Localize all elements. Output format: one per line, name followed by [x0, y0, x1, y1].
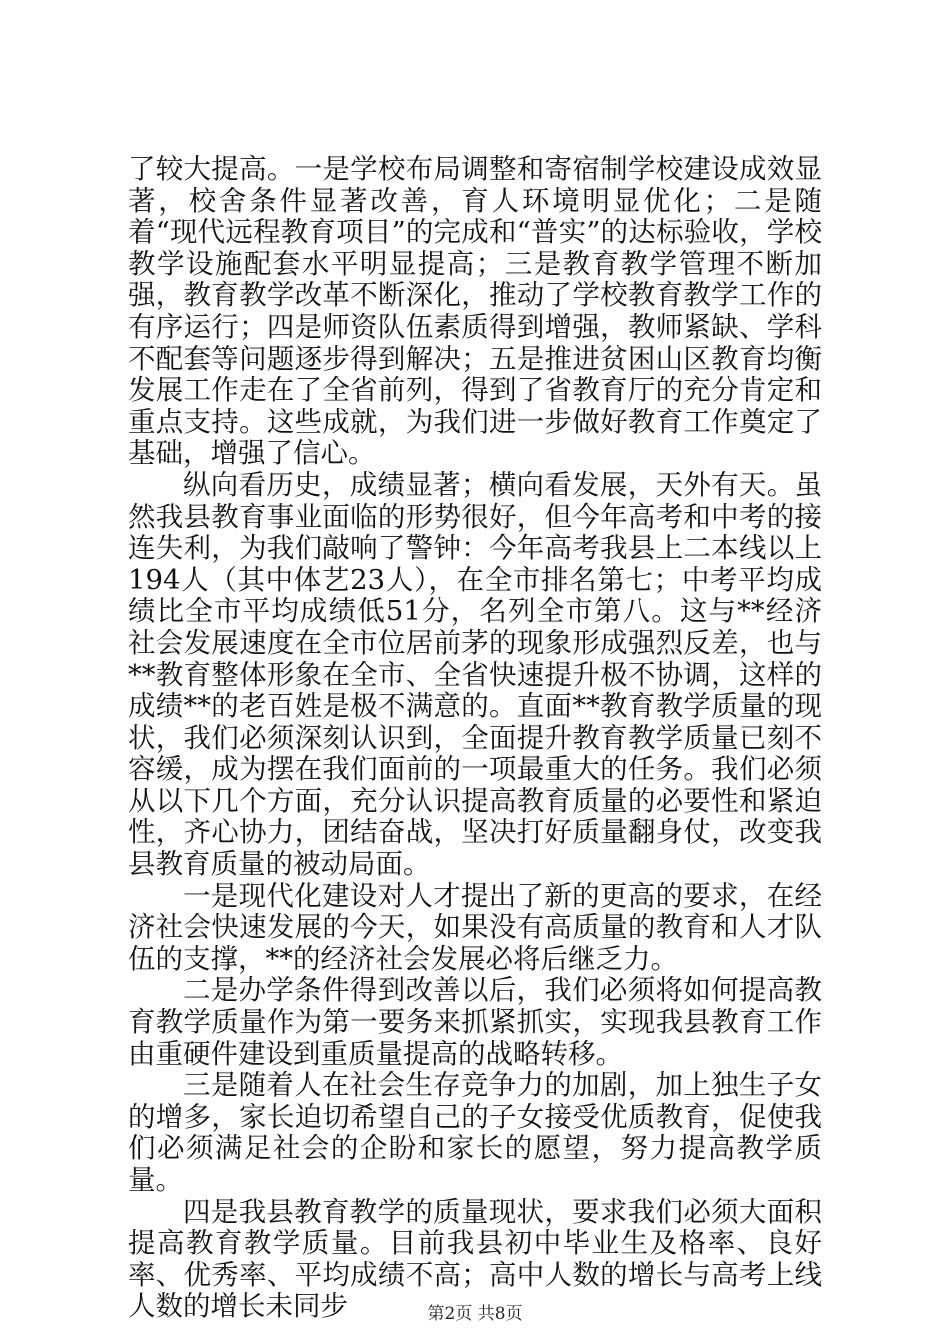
paragraph-5: 三是随着人在社会生存竞争力的加剧，加上独生子女的增多，家长迫切希望自己的子女接受优质教育，促使我们必须满足社会的企盼和家长的愿望，努力提高教学质量。	[128, 1069, 822, 1196]
paragraph-3: 一是现代化建设对人才提出了新的更高的要求，在经济社会快速发展的今天，如果没有高质量的教育和人才队伍的支撑，**的经济社会发展必将后继乏力。	[128, 879, 822, 975]
document-body	[128, 154, 822, 1323]
paragraph-4: 二是办学条件得到改善以后，我们必须将如何提高教育教学质量作为第一要务来抓紧抓实，实现我县教育工作由重硬件建设到重质量提高的战略转移。	[128, 974, 822, 1070]
page-number-footer: 第2页 共8页	[427, 1304, 523, 1324]
paragraph-2: 纵向看历史，成绩显著；横向看发展，天外有天。虽然我县教育事业面临的形势很好，但今年高考和中考的接连失利，为我们敲响了警钟：今年高考我县上二本线以上194人（其中体艺23人），在全市排名第七；中考平均成绩比全市平均成绩低51分，名列全市第八。这与**经济社会发展速度在全市位居前茅的现象形成强烈反差，也与**教育整体形象在全市、全省快速提升极不协调，这样的成绩**的老百姓是极不满意的。直面**教育教学质量的现状，我们必须深刻认识到，全面提升教育教学质量已刻不容缓，成为摆在我们面前的一项最重大的任务。我们必须从以下几个方面，充分认识提高教育质量的必要性和紧迫性，齐心协力，团结奋战，坚决打好质量翻身仗，改变我县教育质量的被动局面。	[128, 468, 822, 881]
paragraph-1: 了较大提高。一是学校布局调整和寄宿制学校建设成效显著，校舍条件显著改善，育人环境明显优化；二是随着“现代远程教育项目”的完成和“普实”的达标验收，学校教学设施配套水平明显提高；三是教育教学管理不断加强，教育教学改革不断深化，推动了学校教育教学工作的有序运行；四是师资队伍素质得到增强，教师紧缺、学科不配套等问题逐步得到解决；五是推进贫困山区教育均衡发展工作走在了全省前列，得到了省教育厅的充分肯定和重点支持。这些成就，为我们进一步做好教育工作奠定了基础，增强了信心。	[128, 153, 822, 470]
paragraph-6: 四是我县教育教学的质量现状，要求我们必须大面积提高教育教学质量。目前我县初中毕业生及格率、良好率、优秀率、平均成绩不高；高中人数的增长与高考上线人数的增长未同步	[128, 1195, 822, 1323]
